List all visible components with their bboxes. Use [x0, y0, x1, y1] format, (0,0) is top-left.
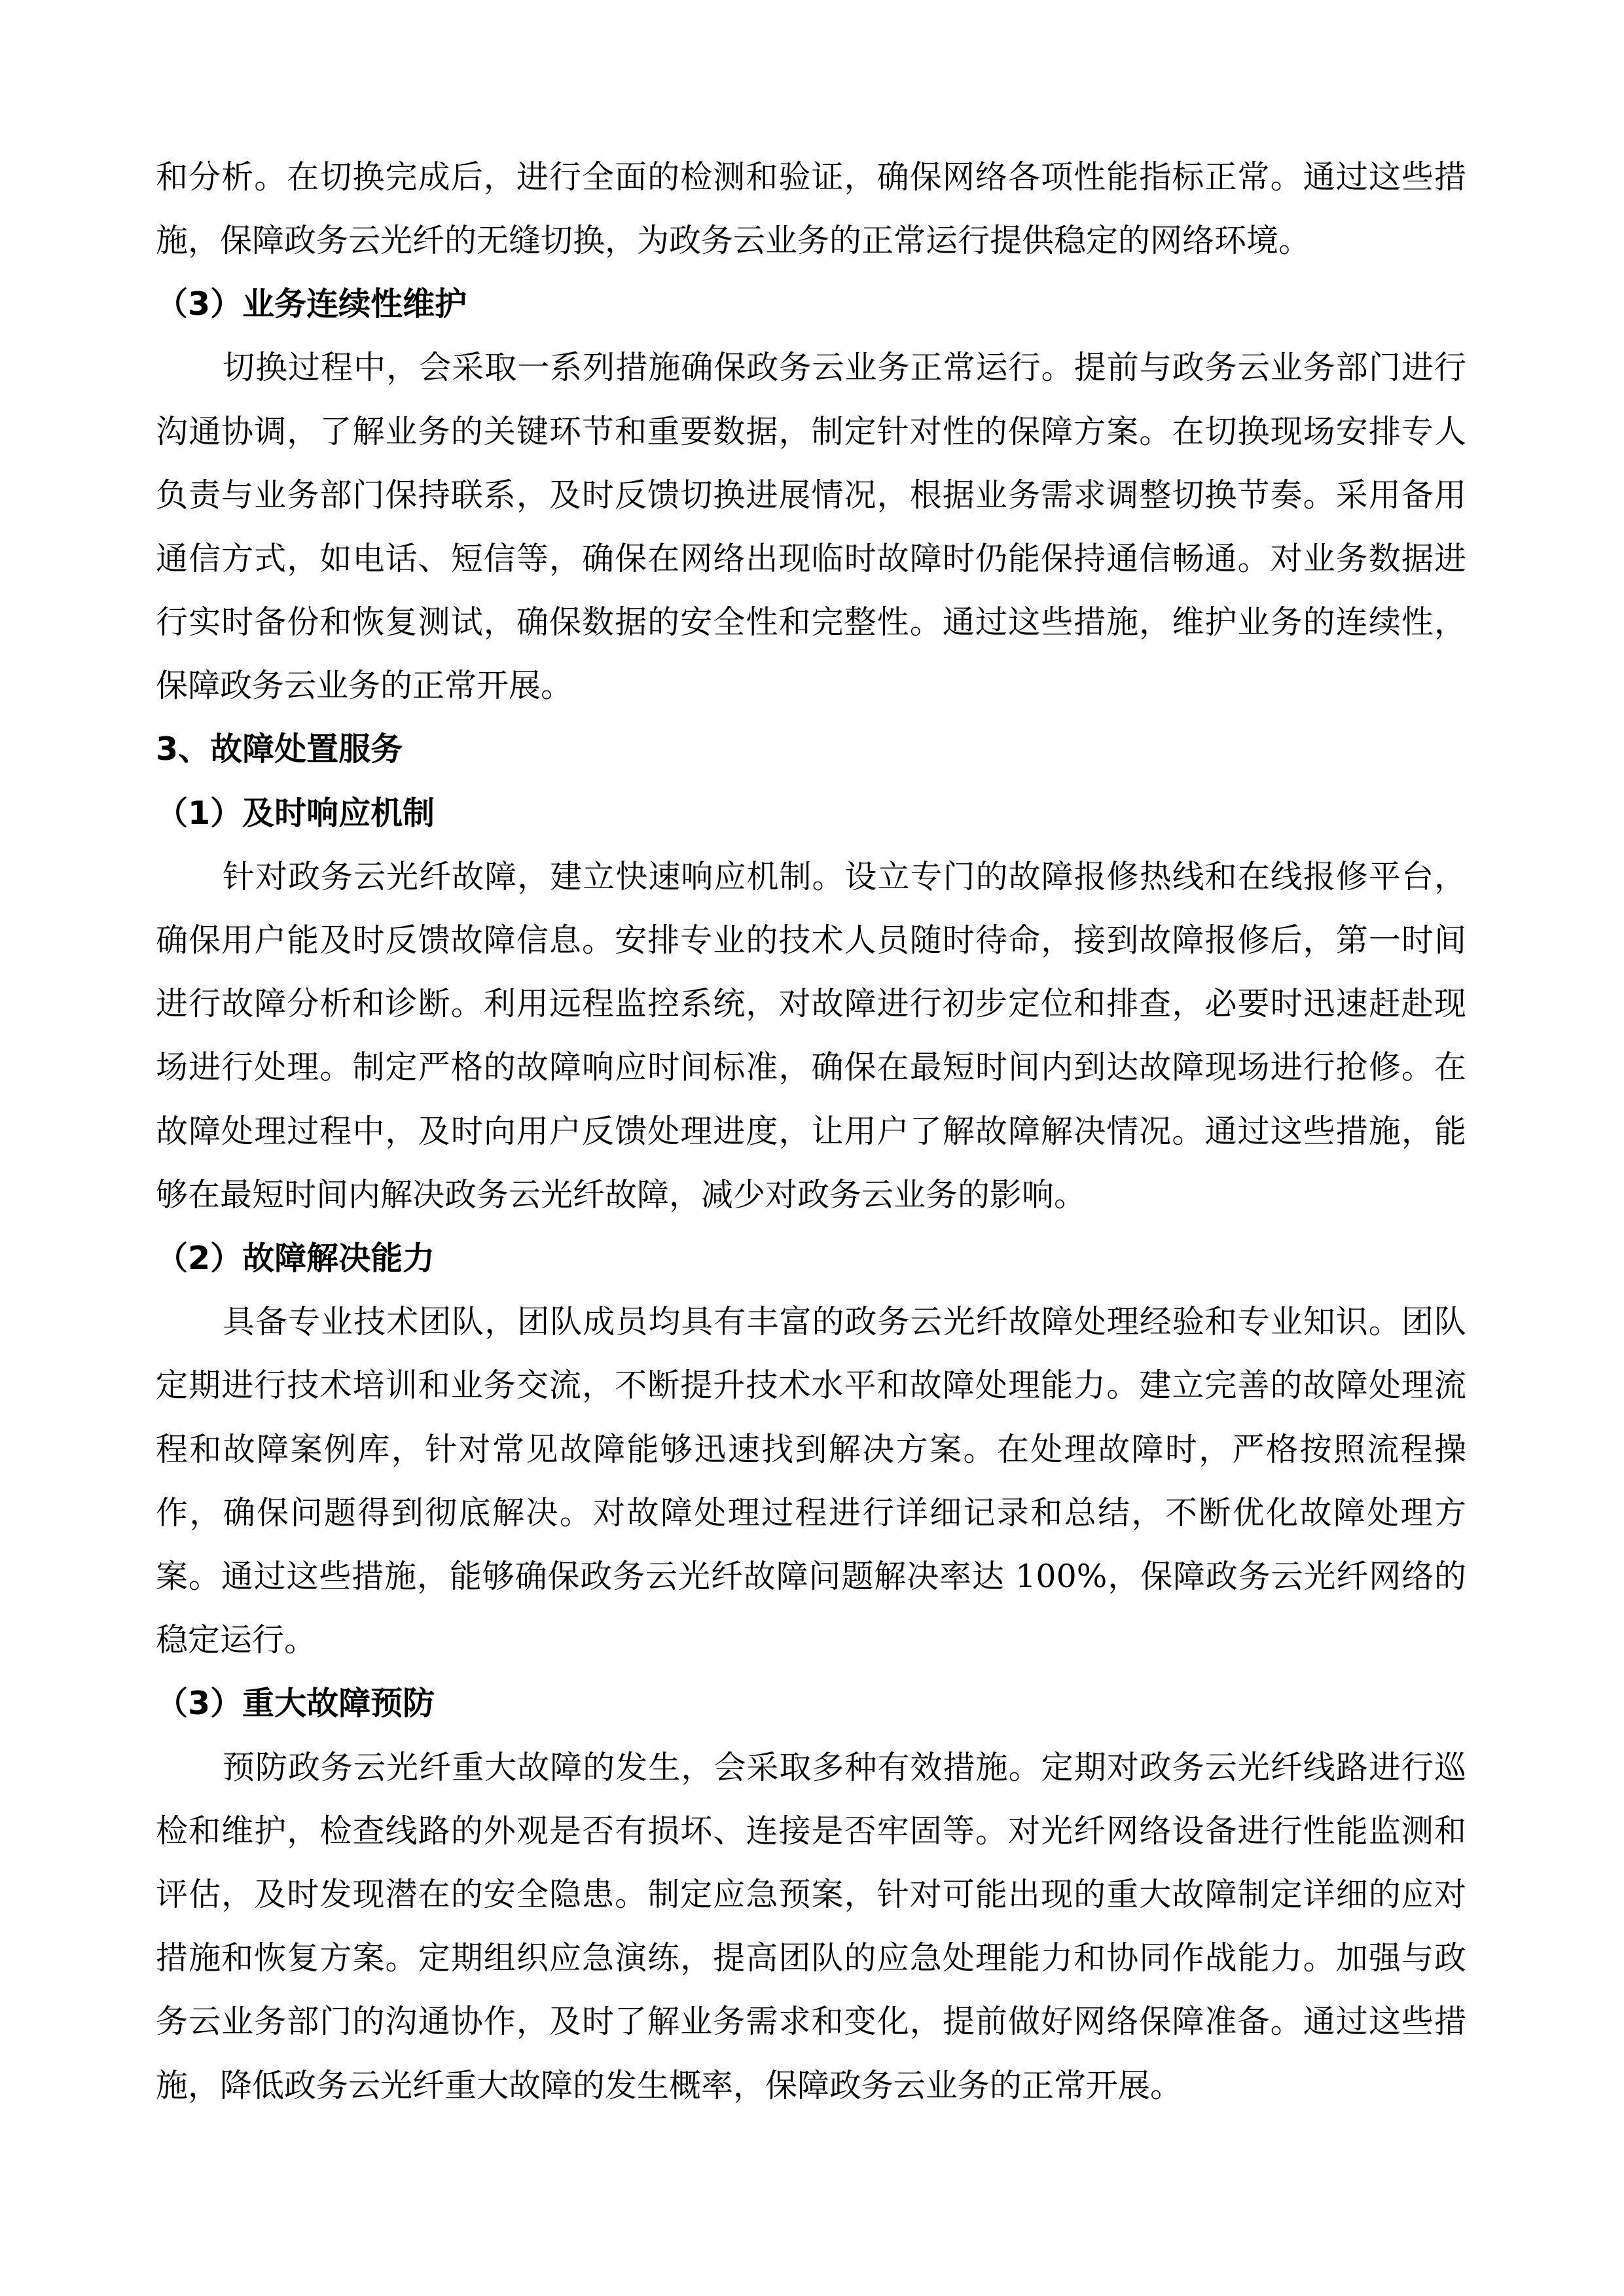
paragraph-line: 场进行处理。制定严格的故障响应时间标准，确保在最短时间内到达故障现场进行抢修。在: [156, 1049, 1466, 1086]
paragraph-line: 进行故障分析和诊断。利用远程监控系统，对故障进行初步定位和排查，必要时迅速赶赴现: [156, 985, 1466, 1022]
paragraph-line: 负责与业务部门保持联系，及时反馈切换进展情况，根据业务需求调整切换节奏。采用备用: [156, 476, 1466, 514]
paragraph-line: 程和故障案例库，针对常见故障能够迅速找到解决方案。在处理故障时，严格按照流程操: [156, 1431, 1466, 1468]
paragraph-line: 具备专业技术团队，团队成员均具有丰富的政务云光纤故障处理经验和专业知识。团队: [223, 1303, 1466, 1340]
paragraph-line: 案。通过这些措施，能够确保政务云光纤故障问题解决率达 100%，保障政务云光纤网络的: [156, 1558, 1466, 1595]
paragraph-line: 通信方式，如电话、短信等，确保在网络出现临时故障时仍能保持通信畅通。对业务数据进: [156, 540, 1466, 577]
paragraph-line: 定期进行技术培训和业务交流，不断提升技术水平和故障处理能力。建立完善的故障处理流: [156, 1367, 1466, 1404]
section-heading: 3、故障处置服务: [156, 730, 403, 768]
paragraph-line: 施，降低政务云光纤重大故障的发生概率，保障政务云业务的正常开展。: [156, 2067, 1183, 2104]
section-subheading: （1）及时响应机制: [156, 795, 435, 832]
paragraph-line: 检和维护，检查线路的外观是否有损坏、连接是否牢固等。对光纤网络设备进行性能监测和: [156, 1812, 1466, 1850]
paragraph-line: 保障政务云业务的正常开展。: [156, 667, 573, 704]
paragraph-line: 措施和恢复方案。定期组织应急演练，提高团队的应急处理能力和协同作战能力。加强与政: [156, 1939, 1466, 1977]
paragraph-line: 行实时备份和恢复测试，确保数据的安全性和完整性。通过这些措施，维护业务的连续性，: [156, 603, 1466, 641]
section-subheading: （3）业务连续性维护: [156, 285, 467, 323]
paragraph-line: 够在最短时间内解决政务云光纤故障，减少对政务云业务的影响。: [156, 1176, 1087, 1213]
paragraph-line: 务云业务部门的沟通协作，及时了解业务需求和变化，提前做好网络保障准备。通过这些措: [156, 2003, 1466, 2040]
paragraph-line: 和分析。在切换完成后，进行全面的检测和验证，确保网络各项性能指标正常。通过这些措: [156, 158, 1466, 196]
paragraph-line: 评估，及时发现潜在的安全隐患。制定应急预案，针对可能出现的重大故障制定详细的应对: [156, 1876, 1466, 1913]
paragraph-line: 针对政务云光纤故障，建立快速响应机制。设立专门的故障报修热线和在线报修平台，: [223, 858, 1466, 895]
paragraph-line: 确保用户能及时反馈故障信息。安排专业的技术人员随时待命，接到故障报修后，第一时间: [156, 922, 1466, 959]
paragraph-line: 故障处理过程中，及时向用户反馈处理进度，让用户了解故障解决情况。通过这些措施，能: [156, 1113, 1466, 1150]
paragraph-line: 切换过程中，会采取一系列措施确保政务云业务正常运行。提前与政务云业务部门进行: [223, 349, 1466, 386]
paragraph-line: 沟通协调，了解业务的关键环节和重要数据，制定针对性的保障方案。在切换现场安排专人: [156, 413, 1466, 450]
paragraph-line: 稳定运行。: [156, 1621, 317, 1659]
section-subheading: （2）故障解决能力: [156, 1240, 435, 1277]
paragraph-line: 预防政务云光纤重大故障的发生，会采取多种有效措施。定期对政务云光纤线路进行巡: [223, 1749, 1466, 1786]
paragraph-line: 施，保障政务云光纤的无缝切换，为政务云业务的正常运行提供稳定的网络环境。: [156, 222, 1311, 259]
section-subheading: （3）重大故障预防: [156, 1685, 435, 1722]
paragraph-line: 作，确保问题得到彻底解决。对故障处理过程进行详细记录和总结，不断优化故障处理方: [156, 1494, 1466, 1532]
